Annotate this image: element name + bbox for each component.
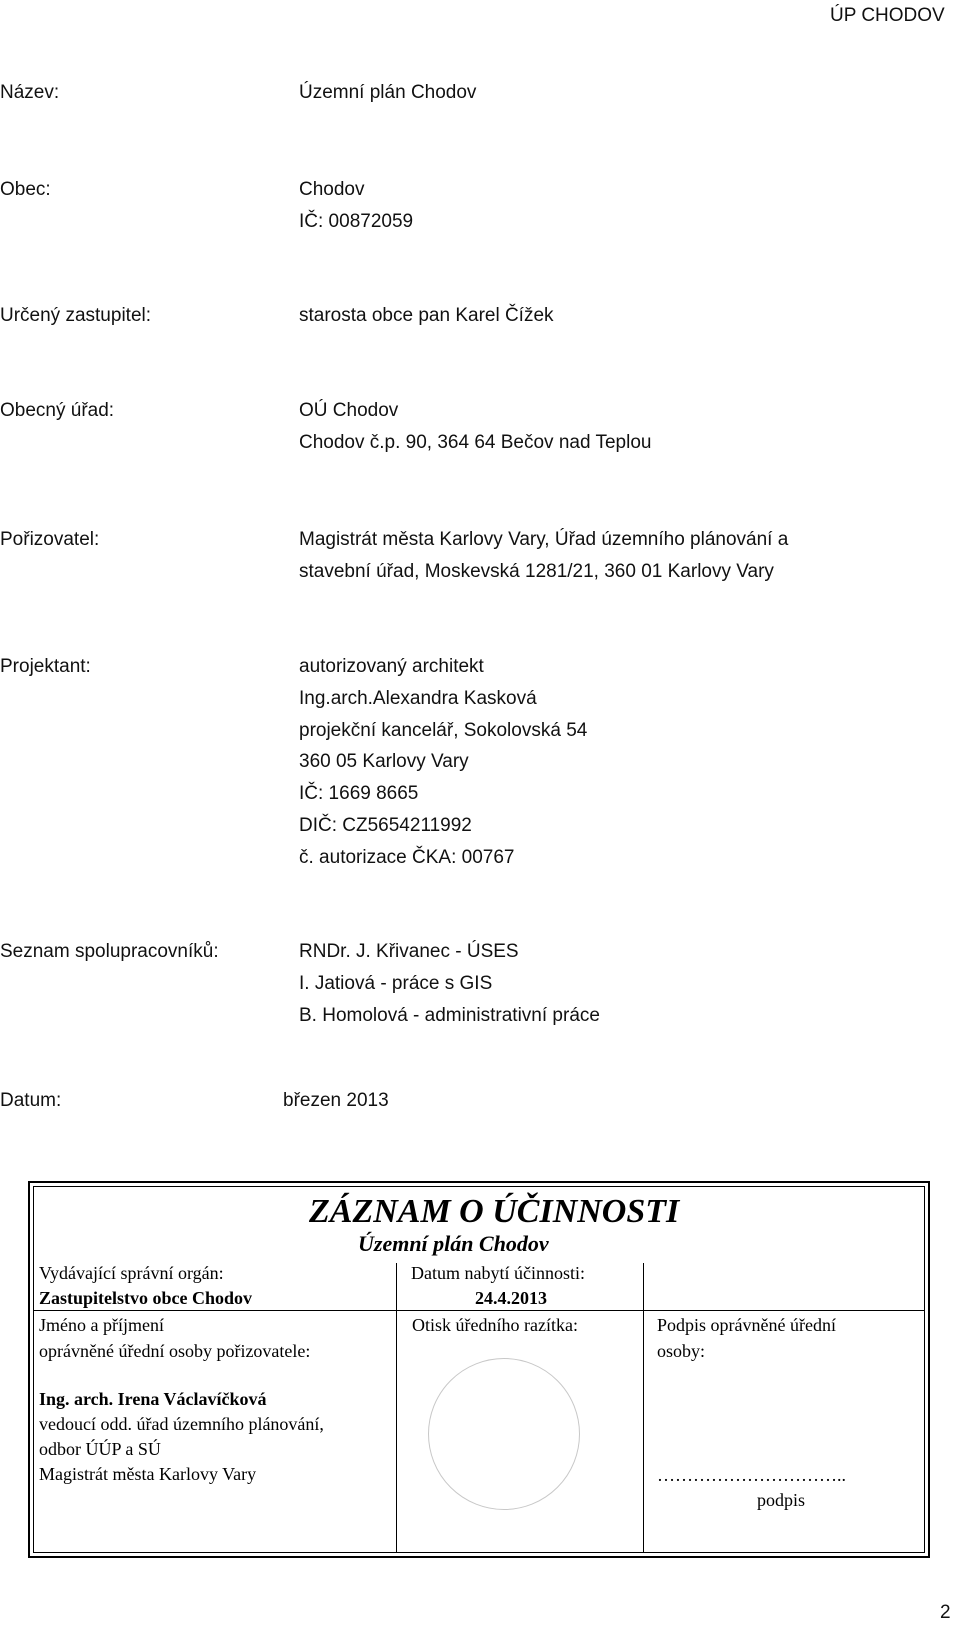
value-porizovatel-line1: Magistrát města Karlovy Vary, Úřad územního plánování a — [299, 529, 789, 550]
value-datum: březen 2013 — [283, 1090, 389, 1111]
label-spolupracovnici: Seznam spolupracovníků: — [0, 941, 219, 962]
value-obecny-urad-address: Chodov č.p. 90, 364 64 Bečov nad Teplou — [299, 432, 652, 453]
value-spolupracovnik-3: B. Homolová - administrativní práce — [299, 1005, 600, 1026]
label-nazev: Název: — [0, 82, 60, 103]
label-datum: Datum: — [0, 1090, 62, 1111]
person-role-line3: Magistrát města Karlovy Vary — [39, 1464, 257, 1484]
issuer-label: Vydávající správní orgán: — [39, 1263, 224, 1283]
value-zastupitel: starosta obce pan Karel Čížek — [299, 305, 554, 326]
value-spolupracovnik-1: RNDr. J. Křivanec - ÚSES — [299, 941, 519, 962]
person-label-line1: Jméno a příjmení — [39, 1315, 164, 1335]
effective-date-label: Datum nabytí účinnosti: — [411, 1263, 585, 1283]
value-projektant-line1: autorizovaný architekt — [299, 656, 484, 677]
page-number: 2 — [940, 1602, 951, 1623]
label-obec: Obec: — [0, 179, 51, 200]
value-projektant-line2: Ing.arch.Alexandra Kasková — [299, 688, 537, 709]
issuer-value: Zastupitelstvo obce Chodov — [39, 1288, 253, 1308]
signature-label-line1: Podpis oprávněné úřední — [657, 1315, 836, 1335]
value-projektant-line6: DIČ: CZ5654211992 — [299, 815, 472, 836]
value-porizovatel-line2: stavební úřad, Moskevská 1281/21, 360 01 Karlovy Vary — [299, 561, 774, 582]
stamp-label: Otisk úředního razítka: — [412, 1315, 578, 1335]
value-projektant-line4: 360 05 Karlovy Vary — [299, 751, 469, 772]
person-role-line2: odbor ÚÚP a SÚ — [39, 1439, 161, 1459]
document-header: ÚP CHODOV — [830, 5, 945, 26]
label-obecny-urad: Obecný úřad: — [0, 400, 115, 421]
person-role-line1: vedoucí odd. úřad územního plánování, — [39, 1414, 324, 1434]
effective-date-value: 24.4.2013 — [475, 1288, 547, 1308]
signature-caption: podpis — [757, 1490, 806, 1510]
label-projektant: Projektant: — [0, 656, 91, 677]
person-label-line2: oprávněné úřední osoby pořizovatele: — [39, 1341, 311, 1361]
label-zastupitel: Určený zastupitel: — [0, 305, 152, 326]
stamp-area-circle — [428, 1358, 580, 1510]
value-projektant-line3: projekční kancelář, Sokolovská 54 — [299, 720, 588, 741]
value-projektant-line7: č. autorizace ČKA: 00767 — [299, 847, 515, 868]
value-obec-ic: IČ: 00872059 — [299, 211, 414, 232]
record-title: ZÁZNAM O ÚČINNOSTI — [309, 1193, 680, 1230]
label-porizovatel: Pořizovatel: — [0, 529, 100, 550]
signature-label-line2: osoby: — [657, 1341, 706, 1361]
record-divider-vertical-1 — [396, 1263, 397, 1553]
signature-line: ………………………….. — [657, 1465, 846, 1485]
record-divider-horizontal — [33, 1310, 925, 1311]
value-obecny-urad-name: OÚ Chodov — [299, 400, 399, 421]
record-divider-vertical-2 — [643, 1263, 644, 1553]
value-nazev: Územní plán Chodov — [299, 82, 477, 103]
value-obec-name: Chodov — [299, 179, 365, 200]
person-name: Ing. arch. Irena Václavíčková — [39, 1389, 267, 1409]
value-spolupracovnik-2: I. Jatiová - práce s GIS — [299, 973, 493, 994]
record-subtitle: Územní plán Chodov — [358, 1231, 549, 1256]
value-projektant-line5: IČ: 1669 8665 — [299, 783, 419, 804]
